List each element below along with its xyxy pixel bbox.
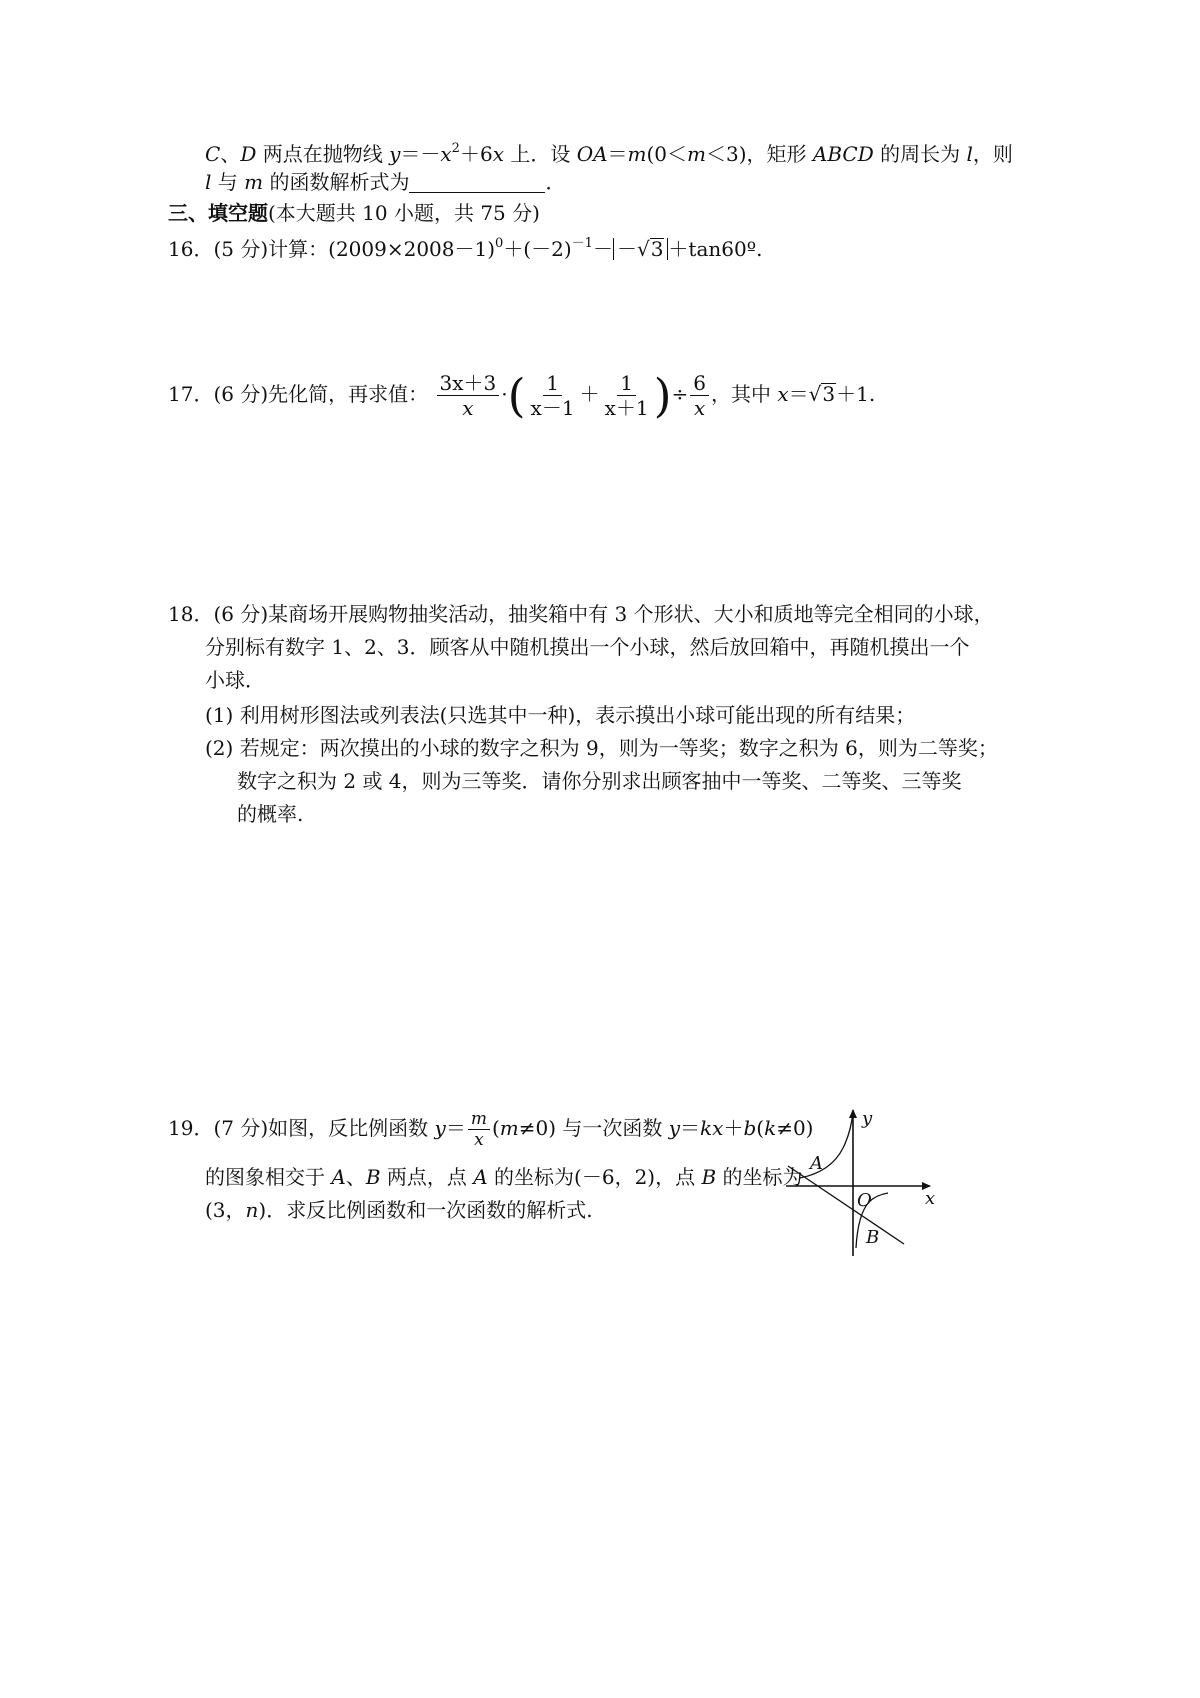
- origin-label: O: [857, 1190, 872, 1211]
- q16-exponent: －1: [571, 236, 593, 251]
- point-label-b: B: [866, 1227, 880, 1248]
- question-number: 18．: [168, 602, 214, 626]
- axis-label-y: y: [862, 1108, 873, 1129]
- question-number: 16．: [168, 237, 214, 261]
- q18-subquestion: (2) 若规定：两次摸出的小球的数字之积为 9，则为一等奖；数字之积为 6，则为二等奖；: [205, 736, 998, 760]
- question-score: (7 分): [213, 1116, 269, 1140]
- q15-exponent: 2: [451, 141, 460, 156]
- q18-subquestion: 的概率.: [237, 802, 304, 826]
- linear-function-line: [788, 1166, 904, 1244]
- q19-text: )．求反比例函数和一次函数的解析式.: [258, 1198, 593, 1222]
- q15-text: m: [687, 142, 706, 166]
- q15-text: x: [492, 142, 504, 166]
- fraction-4: [690, 371, 709, 420]
- q15-text: 两点在抛物线: [256, 142, 390, 166]
- q19-text: 的坐标为: [716, 1165, 803, 1189]
- q15-text: ＝: [607, 142, 628, 166]
- fraction-denominator: x－1: [530, 396, 575, 420]
- q19-var: y: [434, 1116, 446, 1140]
- q19-var: b: [743, 1116, 757, 1140]
- fraction-m-over-x: [468, 1109, 490, 1150]
- fraction-numerator: 6: [690, 371, 709, 396]
- q15-text: ABCD: [812, 142, 874, 166]
- question-18-sub-2-line-2: [237, 767, 962, 795]
- q17-var: x: [777, 382, 789, 406]
- q19-var: y: [668, 1116, 681, 1140]
- fraction-denominator: x: [462, 396, 474, 420]
- q16-text: －: [592, 237, 613, 261]
- q15-text: C: [205, 142, 221, 166]
- point-label-a: A: [810, 1153, 823, 1174]
- q19-text: ≠0): [518, 1116, 557, 1140]
- absolute-value: －√3: [613, 238, 668, 260]
- q17-text: ，其中: [711, 382, 778, 406]
- fraction-denominator: x: [474, 1130, 484, 1150]
- q19-text: (: [756, 1116, 765, 1140]
- q19-text: 的坐标为(－6，2)，点: [487, 1165, 702, 1189]
- left-paren: (: [507, 368, 526, 423]
- axis-label-x: x: [925, 1188, 936, 1209]
- dot-operator: ·: [501, 382, 508, 406]
- q19-var: A: [473, 1165, 488, 1189]
- fraction-2: [528, 371, 578, 420]
- q15-text: ，则: [972, 142, 1013, 166]
- plus-operator: ＋: [579, 382, 600, 406]
- fraction-numerator: 3x＋3: [437, 371, 500, 396]
- q19-var: B: [365, 1165, 381, 1189]
- q15-text: OA: [576, 142, 608, 166]
- q15-text: 的周长为: [873, 142, 967, 166]
- sqrt-radicand: 3: [822, 382, 836, 406]
- q15-text: ＋6: [459, 142, 493, 166]
- q18-subquestion: 数字之积为 2 或 4，则为三等奖．请你分别求出顾客抽中一等奖、二等奖、三等奖: [237, 769, 962, 793]
- hyperbola-branch-upper: [800, 1112, 853, 1178]
- q15-text: 上．设: [503, 142, 577, 166]
- q15-text: ＜3)，矩形: [706, 142, 813, 166]
- q15-text: l: [966, 142, 973, 166]
- question-score: (6 分): [213, 602, 269, 626]
- divide-operator: ÷: [671, 382, 689, 406]
- q17-text: ＝: [788, 382, 809, 406]
- q16-exponent: 0: [495, 236, 504, 251]
- question-19-line-1: [168, 1106, 814, 1150]
- q19-text: ≠0): [776, 1116, 814, 1140]
- q19-text: 的图象相交于: [205, 1165, 332, 1189]
- q15-text: 与: [211, 170, 245, 194]
- q19-text: ＝: [445, 1116, 466, 1140]
- q19-text: (: [491, 1116, 500, 1140]
- q16-text: －: [616, 237, 637, 261]
- q15-text: (0＜: [646, 142, 688, 166]
- fraction-1: [437, 371, 500, 420]
- question-18-sub-1: [205, 701, 915, 729]
- section-note: (本大题共 10 小题，共 75 分): [268, 201, 540, 225]
- q18-text: 某商场开展购物抽奖活动，抽奖箱中有 3 个形状、大小和质地等完全相同的小球，: [268, 602, 994, 626]
- q18-text: 分别标有数字 1、2、3．顾客从中随机摸出一个小球，然后放回箱中，再随机摸出一个: [205, 635, 970, 659]
- sqrt-radicand: 3: [650, 237, 664, 261]
- q15-text: ＝－: [400, 142, 441, 166]
- q16-text: ＋(－2): [503, 237, 572, 261]
- q19-var: n: [245, 1198, 259, 1222]
- question-19-line-3: [205, 1196, 593, 1224]
- question-number: 19．: [168, 1116, 214, 1140]
- question-18-line-2: [205, 633, 970, 661]
- q15-text: x: [440, 142, 452, 166]
- section-title: 三、填空题: [168, 201, 268, 225]
- question-16: [168, 230, 762, 263]
- q19-var: k: [764, 1116, 777, 1140]
- q19-var: k: [700, 1116, 713, 1140]
- q19-var: A: [331, 1165, 346, 1189]
- q17-text: ＋1.: [836, 382, 876, 406]
- q15-text: 的函数解析式为: [263, 170, 410, 194]
- q19-text: (3，: [205, 1198, 246, 1222]
- fraction-3: [602, 371, 652, 420]
- q19-text: 如图，反比例函数: [268, 1116, 435, 1140]
- q19-text: 与一次函数: [556, 1116, 669, 1140]
- q15-line-2: [205, 168, 565, 196]
- right-paren: ): [653, 368, 672, 423]
- fraction-denominator: x: [694, 396, 706, 420]
- q19-text: ＋: [723, 1116, 744, 1140]
- q19-text: 两点，点: [380, 1165, 474, 1189]
- q15-text: D: [240, 142, 257, 166]
- q15-text: y: [389, 142, 401, 166]
- q19-var: m: [499, 1116, 519, 1140]
- question-18-line-3: [205, 666, 265, 694]
- q15-text: 、: [220, 142, 241, 166]
- question-score: (5 分): [213, 237, 269, 261]
- q15-text: ．: [545, 170, 566, 194]
- section-heading: [168, 199, 540, 227]
- fraction-denominator: x＋1: [604, 396, 649, 420]
- q18-text: 小球．: [205, 668, 265, 692]
- question-18-sub-2-line-3: [237, 800, 303, 828]
- q15-text: m: [627, 142, 647, 166]
- q19-text: 、: [345, 1165, 366, 1189]
- function-graph-figure: [780, 1108, 960, 1268]
- fraction-numerator: 1: [543, 371, 562, 396]
- q15-text: l: [205, 170, 212, 194]
- question-18-line-1: [168, 600, 994, 628]
- q19-text: ＝: [680, 1116, 701, 1140]
- fraction-numerator: m: [468, 1109, 490, 1130]
- question-score: (6 分): [213, 382, 269, 406]
- q16-text: 计算：(2009×2008－1): [268, 237, 496, 261]
- q15-line-1: [205, 135, 1013, 168]
- fraction-numerator: 1: [617, 371, 636, 396]
- question-17: 17．(6 分)先化简，再求值： $\frac{3x+3}{x}$ ·( $\frac{1}{x-1}$ ＋ $\frac{1}{x+1}$ )÷ $\frac{6}{x}$ ，其中 x＝√3＋1.: [168, 368, 876, 423]
- q19-var: x: [712, 1116, 724, 1140]
- answer-blank[interactable]: [409, 172, 545, 193]
- q15-text: m: [244, 170, 264, 194]
- question-19-line-2: [205, 1163, 803, 1191]
- q18-subquestion: (1) 利用树形图法或列表法(只选其中一种)，表示摸出小球可能出现的所有结果；: [205, 703, 916, 727]
- question-number: 17．: [168, 382, 214, 406]
- q19-var: B: [701, 1165, 717, 1189]
- q17-text: 先化简，再求值：: [268, 382, 429, 406]
- question-18-sub-2-line-1: [205, 734, 998, 762]
- q16-text: ＋tan60º.: [668, 237, 763, 261]
